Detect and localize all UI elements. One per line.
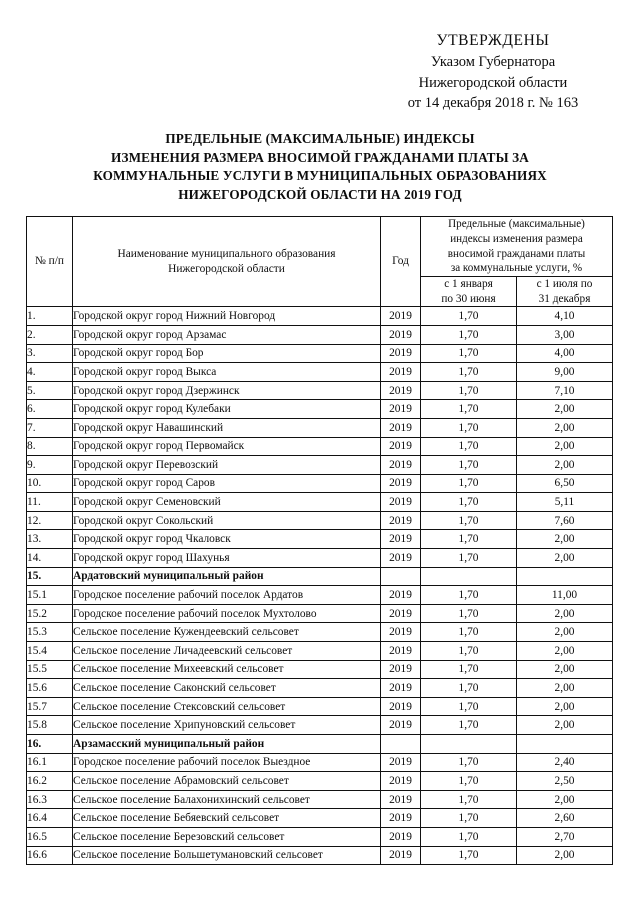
cell-municipality-name: Городской округ Навашинский: [73, 418, 381, 437]
table-group-row: [27, 735, 613, 754]
cell-index-second-half: 2,00: [517, 846, 613, 865]
cell-year: 2019: [381, 604, 421, 623]
table-row: [27, 716, 613, 735]
cell-number: 16.3: [27, 790, 73, 809]
cell-index-first-half: 1,70: [421, 716, 517, 735]
cell-index-second-half: 2,00: [517, 716, 613, 735]
column-header-first-half: [421, 277, 517, 307]
cell-year: [381, 567, 421, 586]
column-header-year: Год: [381, 217, 421, 307]
cell-municipality-name: Сельское поселение Михеевский сельсовет: [73, 660, 381, 679]
cell-index-first-half: 1,70: [421, 753, 517, 772]
cell-index-first-half: 1,70: [421, 772, 517, 791]
cell-index-second-half: 2,00: [517, 456, 613, 475]
table-row: [27, 753, 613, 772]
cell-year: 2019: [381, 697, 421, 716]
cell-index-second-half: 9,00: [517, 363, 613, 382]
first-half-line-1: с 1 января: [444, 278, 493, 290]
cell-index-second-half: 2,00: [517, 400, 613, 419]
cell-number: 16.4: [27, 809, 73, 828]
first-half-line-2: по 30 июня: [441, 292, 496, 305]
cell-index-second-half: 7,10: [517, 381, 613, 400]
column-header-municipality-line-2: Нижегородской области: [168, 262, 285, 275]
cell-index-second-half: 2,70: [517, 827, 613, 846]
cell-number: 15.8: [27, 716, 73, 735]
indices-table: [26, 216, 613, 865]
cell-index-first-half: 1,70: [421, 660, 517, 679]
table-row: [27, 456, 613, 475]
cell-year: 2019: [381, 307, 421, 326]
cell-index-second-half: 2,00: [517, 697, 613, 716]
cell-municipality-name: Сельское поселение Бебяевский сельсовет: [73, 809, 381, 828]
cell-municipality-name: Сельское поселение Хрипуновский сельсовет: [73, 716, 381, 735]
table-row: [27, 400, 613, 419]
cell-index-first-half: 1,70: [421, 809, 517, 828]
cell-municipality-name: Ардатовский муниципальный район: [73, 567, 381, 586]
cell-year: 2019: [381, 418, 421, 437]
cell-municipality-name: Городской округ город Нижний Новгород: [73, 307, 381, 326]
cell-municipality-name: Сельское поселение Березовский сельсовет: [73, 827, 381, 846]
cell-year: 2019: [381, 679, 421, 698]
cell-index-second-half: [517, 567, 613, 586]
cell-number: 16.5: [27, 827, 73, 846]
table-row: [27, 344, 613, 363]
cell-year: 2019: [381, 400, 421, 419]
table-row: [27, 325, 613, 344]
cell-number: 11.: [27, 493, 73, 512]
cell-number: 15.4: [27, 642, 73, 661]
cell-index-first-half: 1,70: [421, 623, 517, 642]
cell-number: 1.: [27, 307, 73, 326]
cell-number: 9.: [27, 456, 73, 475]
cell-year: 2019: [381, 325, 421, 344]
table-row: [27, 549, 613, 568]
cell-number: 15.6: [27, 679, 73, 698]
cell-municipality-name: Сельское поселение Стексовский сельсовет: [73, 697, 381, 716]
cell-year: 2019: [381, 809, 421, 828]
cell-municipality-name: Городское поселение рабочий поселок Ардатов: [73, 586, 381, 605]
cell-year: 2019: [381, 381, 421, 400]
cell-municipality-name: Арзамасский муниципальный район: [73, 735, 381, 754]
cell-index-first-half: 1,70: [421, 530, 517, 549]
table-row: [27, 474, 613, 493]
cell-municipality-name: Городское поселение рабочий поселок Выездное: [73, 753, 381, 772]
cell-municipality-name: Городской округ Перевозский: [73, 456, 381, 475]
column-header-number: № п/п: [27, 217, 73, 307]
cell-year: 2019: [381, 456, 421, 475]
table-body: [27, 307, 613, 865]
cell-municipality-name: Городской округ Сокольский: [73, 511, 381, 530]
page-title-line-3: КОММУНАЛЬНЫЕ УСЛУГИ В МУНИЦИПАЛЬНЫХ ОБРАЗОВАНИЯХ: [93, 168, 547, 184]
cell-index-first-half: 1,70: [421, 474, 517, 493]
cell-index-first-half: 1,70: [421, 344, 517, 363]
approval-title: УТВЕРЖДЕНЫ: [436, 32, 550, 49]
cell-municipality-name: Городское поселение рабочий поселок Мухтолово: [73, 604, 381, 623]
cell-number: 14.: [27, 549, 73, 568]
cell-number: 7.: [27, 418, 73, 437]
page-title-line-4: НИЖЕГОРОДСКОЙ ОБЛАСТИ НА 2019 ГОД: [178, 187, 462, 203]
cell-municipality-name: Городской округ Семеновский: [73, 493, 381, 512]
table-group-row: [27, 567, 613, 586]
cell-year: 2019: [381, 623, 421, 642]
table-row: [27, 418, 613, 437]
cell-municipality-name: Городской округ город Саров: [73, 474, 381, 493]
cell-index-first-half: 1,70: [421, 325, 517, 344]
cell-number: 3.: [27, 344, 73, 363]
cell-number: 12.: [27, 511, 73, 530]
indices-group-line-2: индексы изменения размера: [450, 232, 583, 245]
cell-index-second-half: 2,60: [517, 809, 613, 828]
cell-index-first-half: 1,70: [421, 642, 517, 661]
cell-year: 2019: [381, 772, 421, 791]
cell-index-second-half: 2,00: [517, 530, 613, 549]
cell-index-second-half: 3,00: [517, 325, 613, 344]
cell-municipality-name: Сельское поселение Большетумановский сельсовет: [73, 846, 381, 865]
cell-number: 15.3: [27, 623, 73, 642]
table-row: [27, 511, 613, 530]
cell-year: 2019: [381, 586, 421, 605]
cell-index-first-half: 1,70: [421, 846, 517, 865]
cell-number: 4.: [27, 363, 73, 382]
table-row: [27, 623, 613, 642]
cell-municipality-name: Сельское поселение Личадеевский сельсовет: [73, 642, 381, 661]
cell-number: 15.: [27, 567, 73, 586]
cell-number: 16.: [27, 735, 73, 754]
cell-index-second-half: 7,60: [517, 511, 613, 530]
cell-year: 2019: [381, 437, 421, 456]
cell-index-first-half: 1,70: [421, 697, 517, 716]
table-header-row-1: [27, 217, 613, 277]
cell-municipality-name: Городской округ город Кулебаки: [73, 400, 381, 419]
cell-index-first-half: 1,70: [421, 493, 517, 512]
cell-year: 2019: [381, 642, 421, 661]
table-row: [27, 697, 613, 716]
cell-number: 5.: [27, 381, 73, 400]
table-row: [27, 827, 613, 846]
cell-municipality-name: Городской округ город Первомайск: [73, 437, 381, 456]
cell-number: 6.: [27, 400, 73, 419]
cell-year: 2019: [381, 790, 421, 809]
cell-index-second-half: 2,00: [517, 418, 613, 437]
cell-index-first-half: 1,70: [421, 604, 517, 623]
cell-number: 16.2: [27, 772, 73, 791]
cell-index-second-half: 5,11: [517, 493, 613, 512]
cell-municipality-name: Городской округ город Шахунья: [73, 549, 381, 568]
table-row: [27, 307, 613, 326]
column-header-second-half: [517, 277, 613, 307]
cell-number: 15.5: [27, 660, 73, 679]
approval-line-1: Указом Губернатора: [430, 54, 556, 70]
cell-index-second-half: 4,10: [517, 307, 613, 326]
page-title-line-2: ИЗМЕНЕНИЯ РАЗМЕРА ВНОСИМОЙ ГРАЖДАНАМИ ПЛАТЫ ЗА: [111, 149, 529, 165]
cell-number: 15.2: [27, 604, 73, 623]
table-row: [27, 772, 613, 791]
indices-group-line-1: Предельные (максимальные): [448, 218, 585, 230]
cell-year: 2019: [381, 530, 421, 549]
cell-municipality-name: Сельское поселение Балахонихинский сельсовет: [73, 790, 381, 809]
cell-year: [381, 735, 421, 754]
table-row: [27, 604, 613, 623]
cell-index-second-half: 4,00: [517, 344, 613, 363]
table-head: [27, 217, 613, 307]
second-half-line-2: 31 декабря: [538, 292, 591, 305]
cell-year: 2019: [381, 344, 421, 363]
column-header-municipality-line-1: Наименование муниципального образования: [117, 247, 336, 260]
cell-year: 2019: [381, 493, 421, 512]
cell-index-second-half: 2,00: [517, 679, 613, 698]
cell-number: 2.: [27, 325, 73, 344]
cell-year: 2019: [381, 827, 421, 846]
approval-block: [368, 30, 618, 114]
table-row: [27, 809, 613, 828]
cell-number: 16.6: [27, 846, 73, 865]
cell-year: 2019: [381, 660, 421, 679]
cell-index-second-half: 11,00: [517, 586, 613, 605]
page-title-line-1: ПРЕДЕЛЬНЫЕ (МАКСИМАЛЬНЫЕ) ИНДЕКСЫ: [165, 131, 475, 146]
cell-index-first-half: 1,70: [421, 400, 517, 419]
cell-index-second-half: 2,00: [517, 437, 613, 456]
cell-index-first-half: 1,70: [421, 456, 517, 475]
cell-municipality-name: Городской округ город Арзамас: [73, 325, 381, 344]
cell-municipality-name: Сельское поселение Саконский сельсовет: [73, 679, 381, 698]
indices-group-line-4: за коммунальные услуги, %: [450, 262, 583, 275]
cell-index-first-half: 1,70: [421, 363, 517, 382]
cell-index-second-half: 2,00: [517, 549, 613, 568]
cell-year: 2019: [381, 474, 421, 493]
cell-index-second-half: 2,00: [517, 642, 613, 661]
indices-table-wrapper: [26, 216, 612, 865]
cell-index-second-half: 2,00: [517, 623, 613, 642]
second-half-line-1: с 1 июля по: [536, 278, 593, 290]
column-header-municipality: [73, 217, 381, 307]
table-row: [27, 363, 613, 382]
cell-index-first-half: [421, 735, 517, 754]
table-row: [27, 846, 613, 865]
approval-line-2: Нижегородской области: [418, 74, 568, 91]
indices-group-line-3: вносимой гражданами платы: [447, 247, 586, 260]
cell-index-first-half: 1,70: [421, 511, 517, 530]
cell-index-second-half: [517, 735, 613, 754]
cell-index-first-half: [421, 567, 517, 586]
table-row: [27, 642, 613, 661]
cell-index-second-half: 2,00: [517, 660, 613, 679]
table-row: [27, 586, 613, 605]
cell-municipality-name: Городской округ город Чкаловск: [73, 530, 381, 549]
cell-index-first-half: 1,70: [421, 418, 517, 437]
cell-index-second-half: 2,50: [517, 772, 613, 791]
table-row: [27, 790, 613, 809]
cell-municipality-name: Городской округ город Выкса: [73, 363, 381, 382]
cell-index-second-half: 2,40: [517, 753, 613, 772]
cell-number: 8.: [27, 437, 73, 456]
cell-municipality-name: Городской округ город Бор: [73, 344, 381, 363]
cell-year: 2019: [381, 363, 421, 382]
table-row: [27, 381, 613, 400]
cell-index-first-half: 1,70: [421, 381, 517, 400]
cell-municipality-name: Сельское поселение Абрамовский сельсовет: [73, 772, 381, 791]
cell-index-second-half: 6,50: [517, 474, 613, 493]
table-row: [27, 493, 613, 512]
cell-year: 2019: [381, 511, 421, 530]
cell-index-second-half: 2,00: [517, 604, 613, 623]
table-row: [27, 437, 613, 456]
approval-line-3: от 14 декабря 2018 г. № 163: [407, 95, 579, 112]
cell-year: 2019: [381, 716, 421, 735]
cell-index-second-half: 2,00: [517, 790, 613, 809]
cell-number: 15.1: [27, 586, 73, 605]
cell-number: 15.7: [27, 697, 73, 716]
column-header-indices-group: [421, 217, 613, 277]
cell-index-first-half: 1,70: [421, 307, 517, 326]
cell-index-first-half: 1,70: [421, 549, 517, 568]
cell-index-first-half: 1,70: [421, 679, 517, 698]
cell-index-first-half: 1,70: [421, 586, 517, 605]
cell-year: 2019: [381, 846, 421, 865]
page-title: [30, 130, 610, 205]
cell-index-first-half: 1,70: [421, 827, 517, 846]
cell-year: 2019: [381, 549, 421, 568]
cell-number: 16.1: [27, 753, 73, 772]
cell-municipality-name: Городской округ город Дзержинск: [73, 381, 381, 400]
cell-index-first-half: 1,70: [421, 437, 517, 456]
table-row: [27, 660, 613, 679]
cell-municipality-name: Сельское поселение Кужендеевский сельсовет: [73, 623, 381, 642]
cell-index-first-half: 1,70: [421, 790, 517, 809]
table-row: [27, 530, 613, 549]
table-row: [27, 679, 613, 698]
cell-number: 10.: [27, 474, 73, 493]
cell-number: 13.: [27, 530, 73, 549]
cell-year: 2019: [381, 753, 421, 772]
